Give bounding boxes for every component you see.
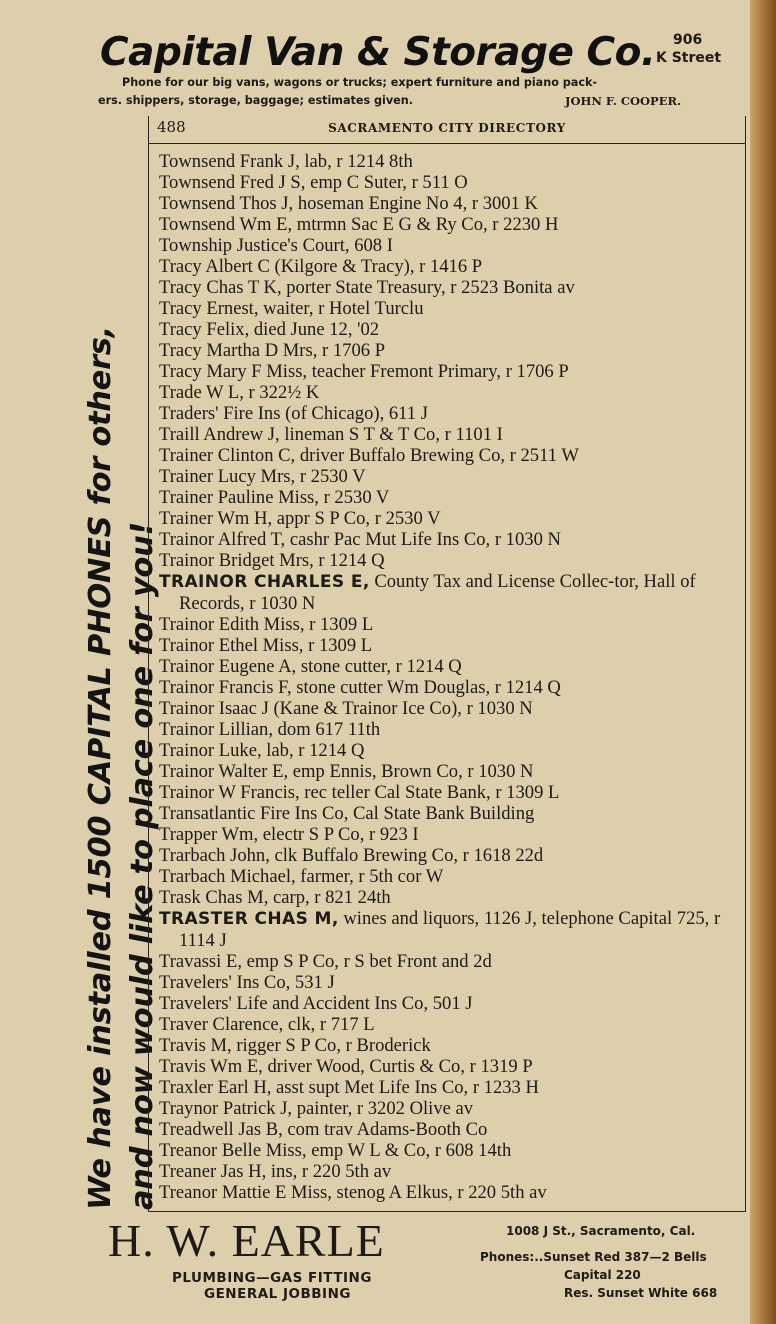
ad-line-1: Phone for our big vans, wagons or trucks; expert furniture and piano pack- [122, 76, 598, 89]
entry-text: Townsend Thos J, hoseman Engine No 4, r 3001 K [159, 193, 538, 214]
list-item [159, 1119, 745, 1140]
list-item [159, 298, 745, 319]
list-item [159, 698, 745, 719]
entry-text: Townsend Wm E, mtrmn Sac E G & Ry Co, r 2230 H [159, 214, 559, 235]
entry-text: Traxler Earl H, asst supt Met Life Ins Co, r 1233 H [159, 1077, 539, 1098]
advertiser-name: H. W. EARLE [108, 1215, 385, 1266]
entry-text: Trarbach Michael, farmer, r 5th cor W [159, 866, 444, 887]
entry-text: Trainer Lucy Mrs, r 2530 V [159, 466, 366, 487]
list-item [159, 445, 745, 466]
list-item [159, 887, 745, 908]
entry-text: Trainor W Francis, rec teller Cal State Bank, r 1309 L [159, 782, 560, 803]
entry-text: County Tax and License Collec-tor, Hall of Records, r 1030 N [179, 571, 696, 614]
list-item [159, 466, 745, 487]
entry-text: Trainor Edith Miss, r 1309 L [159, 614, 374, 635]
list-item [159, 1056, 745, 1077]
list-item [159, 235, 745, 256]
running-title: SACRAMENTO CITY DIRECTORY [328, 121, 566, 135]
page-number: 488 [157, 118, 186, 136]
entry-text: Transatlantic Fire Ins Co, Cal State Bank Building [159, 803, 535, 824]
side-ad-line-2: and now would like to place one for you! [125, 521, 160, 1210]
entry-text: Traver Clarence, clk, r 717 L [159, 1014, 375, 1035]
entry-text: Trainor Isaac J (Kane & Trainor Ice Co), r 1030 N [159, 698, 533, 719]
entry-text: Treadwell Jas B, com trav Adams-Booth Co [159, 1119, 488, 1140]
entry-bold-name: TRAINOR CHARLES E, [159, 572, 370, 592]
entry-text: Trapper Wm, electr S P Co, r 923 I [159, 824, 419, 845]
address-number: 906 [673, 32, 703, 48]
list-item [159, 571, 745, 614]
advertiser-tagline-1: PLUMBING—GAS FITTING [172, 1270, 372, 1286]
list-item [159, 277, 745, 298]
entry-text: Trask Chas M, carp, r 821 24th [159, 887, 391, 908]
entry-text: Tracy Ernest, waiter, r Hotel Turclu [159, 298, 424, 319]
advertiser-phones: Phones:..Sunset Red 387—2 Bells [480, 1250, 707, 1264]
list-item [159, 172, 745, 193]
top-advertisement [100, 28, 740, 114]
list-item [159, 550, 745, 571]
ad-owner: JOHN F. COOPER. [565, 94, 682, 108]
entry-text: Trainor Ethel Miss, r 1309 L [159, 635, 373, 656]
entry-text: Travis M, rigger S P Co, r Broderick [159, 1035, 431, 1056]
list-item [159, 656, 745, 677]
list-item [159, 151, 745, 172]
entry-text: Trainor Lillian, dom 617 11th [159, 719, 381, 740]
entry-text: Traders' Fire Ins (of Chicago), 611 J [159, 403, 428, 424]
side-advertisement [40, 115, 160, 1210]
entry-text: Traill Andrew J, lineman S T & T Co, r 1101 I [159, 424, 503, 445]
ad-line-2: ers. shippers, storage, baggage; estimates given. [98, 94, 413, 107]
advertiser-residence-phone: Res. Sunset White 668 [564, 1286, 718, 1300]
list-item [159, 951, 745, 972]
list-item [159, 972, 745, 993]
entry-list [159, 151, 745, 1203]
entry-text: Tracy Albert C (Kilgore & Tracy), r 1416 P [159, 256, 483, 277]
list-item [159, 382, 745, 403]
entry-text: Trainer Pauline Miss, r 2530 V [159, 487, 390, 508]
list-item [159, 614, 745, 635]
list-item [159, 824, 745, 845]
entry-text: Trainor Francis F, stone cutter Wm Douglas, r 1214 Q [159, 677, 561, 698]
list-item [159, 677, 745, 698]
entry-text: Travelers' Ins Co, 531 J [159, 972, 335, 993]
entry-text: Tracy Felix, died June 12, '02 [159, 319, 380, 340]
entry-text: Trainer Clinton C, driver Buffalo Brewing Co, r 2511 W [159, 445, 579, 466]
entry-text: Traynor Patrick J, painter, r 3202 Olive av [159, 1098, 474, 1119]
entry-text: Trade W L, r 322½ K [159, 382, 320, 403]
list-item [159, 1161, 745, 1182]
list-item [159, 845, 745, 866]
entry-text: Tracy Martha D Mrs, r 1706 P [159, 340, 386, 361]
entry-text: Townsend Fred J S, emp C Suter, r 511 O [159, 172, 468, 193]
entry-text: Trainor Alfred T, cashr Pac Mut Life Ins Co, r 1030 N [159, 529, 561, 550]
side-ad-line-1: We have installed 1500 CAPITAL PHONES for others, [83, 326, 118, 1210]
entry-text: Travassi E, emp S P Co, r S bet Front and 2d [159, 951, 492, 972]
entry-text: Travelers' Life and Accident Ins Co, 501 J [159, 993, 473, 1014]
advertiser-address: 1008 J St., Sacramento, Cal. [506, 1224, 696, 1238]
entry-text: Treanor Belle Miss, emp W L & Co, r 608 14th [159, 1140, 512, 1161]
directory-frame [148, 116, 746, 1212]
address-street: K Street [656, 50, 722, 66]
list-item [159, 256, 745, 277]
entry-text: Trainor Eugene A, stone cutter, r 1214 Q [159, 656, 462, 677]
advertiser-capital-phone: Capital 220 [564, 1268, 641, 1282]
list-item [159, 1014, 745, 1035]
list-item [159, 319, 745, 340]
entry-text: Trainer Wm H, appr S P Co, r 2530 V [159, 508, 441, 529]
list-item [159, 529, 745, 550]
bottom-advertisement [100, 1214, 750, 1324]
list-item [159, 403, 745, 424]
entry-bold-name: TRASTER CHAS M, [159, 909, 339, 929]
header-divider [149, 143, 745, 144]
list-item [159, 361, 745, 382]
entry-text: Township Justice's Court, 608 I [159, 235, 393, 256]
list-item [159, 908, 745, 951]
list-item [159, 1098, 745, 1119]
page-edge [750, 0, 776, 1324]
list-item [159, 740, 745, 761]
entry-text: Trarbach John, clk Buffalo Brewing Co, r 1618 22d [159, 845, 544, 866]
entry-text: Travis Wm E, driver Wood, Curtis & Co, r 1319 P [159, 1056, 533, 1077]
list-item [159, 635, 745, 656]
entry-text: Trainor Bridget Mrs, r 1214 Q [159, 550, 385, 571]
list-item [159, 719, 745, 740]
entry-text: Treaner Jas H, ins, r 220 5th av [159, 1161, 392, 1182]
entry-text: Treanor Mattie E Miss, stenog A Elkus, r 220 5th av [159, 1182, 547, 1203]
list-item [159, 487, 745, 508]
list-item [159, 340, 745, 361]
entry-text: Tracy Mary F Miss, teacher Fremont Primary, r 1706 P [159, 361, 569, 382]
list-item [159, 193, 745, 214]
entry-text: Trainor Luke, lab, r 1214 Q [159, 740, 365, 761]
list-item [159, 1077, 745, 1098]
entry-text: wines and liquors, 1126 J, telephone Capital 725, r 1114 J [179, 908, 721, 951]
list-item [159, 1182, 745, 1203]
list-item [159, 993, 745, 1014]
list-item [159, 782, 745, 803]
entry-text: Trainor Walter E, emp Ennis, Brown Co, r 1030 N [159, 761, 534, 782]
company-name: Capital Van & Storage Co. [100, 30, 656, 75]
list-item [159, 424, 745, 445]
list-item [159, 214, 745, 235]
list-item [159, 1140, 745, 1161]
list-item [159, 1035, 745, 1056]
list-item [159, 803, 745, 824]
advertiser-tagline-2: GENERAL JOBBING [204, 1286, 351, 1302]
list-item [159, 761, 745, 782]
list-item [159, 866, 745, 887]
list-item [159, 508, 745, 529]
entry-text: Tracy Chas T K, porter State Treasury, r 2523 Bonita av [159, 277, 575, 298]
entry-text: Townsend Frank J, lab, r 1214 8th [159, 151, 413, 172]
